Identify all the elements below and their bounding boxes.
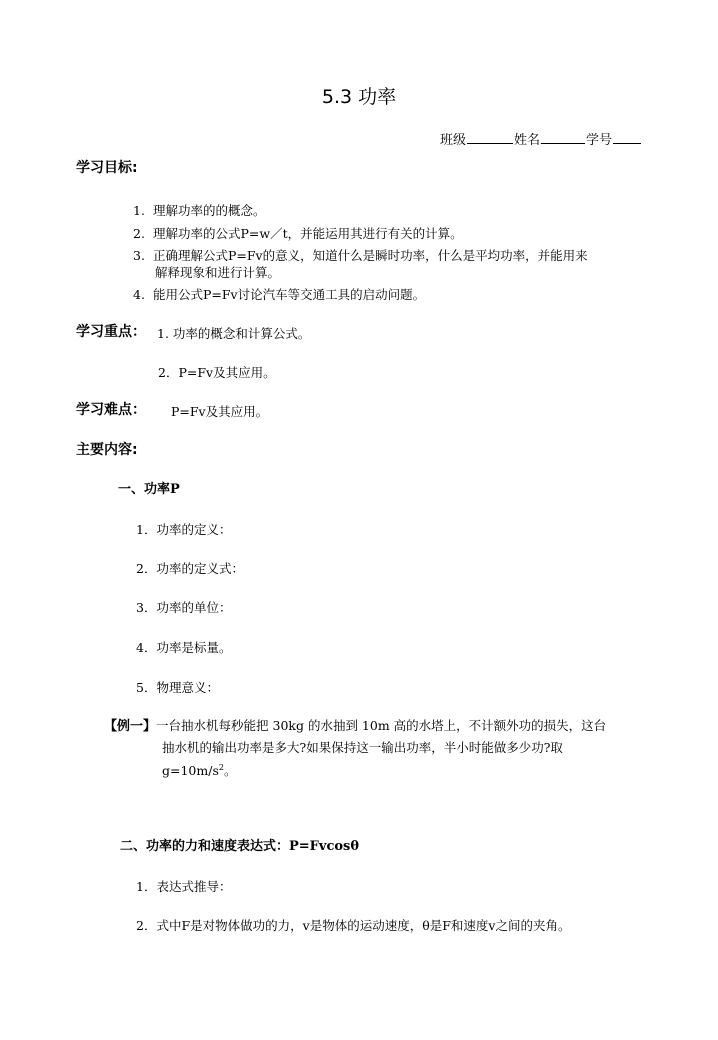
name-label: 姓名: [513, 133, 540, 148]
objective-item: 3. 正确理解公式P=Fv的意义，知道什么是瞬时功率，什么是平均功率，并能用来: [133, 248, 588, 263]
keypoint-item: 1. 功率的概念和计算公式。: [157, 326, 311, 341]
keypoints-heading: 学习重点：: [76, 324, 146, 340]
section1-item: 5．物理意义：: [136, 680, 219, 695]
class-blank: [467, 131, 513, 144]
objective-item: 4. 能用公式P=Fv讨论汽车等交通工具的启动问题。: [133, 287, 426, 302]
section1-item: 2．功率的定义式：: [136, 561, 244, 576]
example-line: $g=10m/s^2$。: [162, 762, 237, 778]
number-blank: [613, 131, 641, 144]
page-title: 5.3 功率: [321, 86, 397, 108]
name-blank: [541, 131, 585, 144]
keypoint-item: 2．P=Fv及其应用。: [158, 365, 276, 380]
student-info-line: [440, 131, 642, 149]
section1-heading: 一、功率P: [118, 482, 180, 497]
objectives-heading: 学习目标:: [76, 160, 138, 176]
section2-item: 1．表达式推导：: [136, 879, 232, 894]
content-heading: 主要内容:: [76, 442, 138, 458]
objective-item: 2. 理解功率的公式P=w／t，并能运用其进行有关的计算。: [133, 226, 463, 241]
section2-item: 2．式中F是对物体做功的力，v是物体的运动速度，θ是F和速度v之间的夹角。: [136, 918, 571, 933]
example-label: 【例一】: [104, 719, 157, 734]
class-label: 班级: [439, 133, 466, 148]
example-line: 抽水机的输出功率是多大?如果保持这一输出功率，半小时能做多少功?取: [162, 740, 563, 755]
objective-item: 1. 理解功率的的概念。: [133, 203, 266, 218]
section2-heading: 二、功率的力和速度表达式：P=Fvcosθ: [120, 839, 360, 854]
difficulties-heading: 学习难点：: [76, 402, 146, 418]
difficulty-item: P=Fv及其应用。: [171, 404, 269, 419]
section1-item: 4．功率是标量。: [136, 640, 232, 655]
objective-item-continuation: 解释现象和进行计算。: [155, 265, 281, 280]
section1-item: 1．功率的定义：: [136, 522, 232, 537]
example-line: 【例一】一台抽水机每秒能把 30kg 的水抽到 10m 高的水塔上，不计额外功的损失，这台: [104, 718, 607, 734]
number-label: 学号: [585, 133, 612, 148]
section1-item: 3．功率的单位：: [136, 600, 232, 615]
